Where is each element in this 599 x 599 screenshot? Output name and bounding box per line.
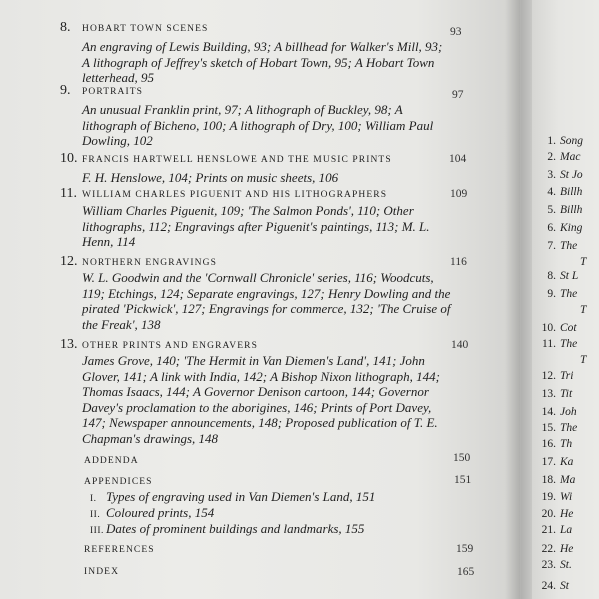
right-page-item [532, 270, 578, 282]
right-page-item-text: St L [560, 270, 579, 282]
appendix-text: Types of engraving used in Van Diemen's Land, 151 [106, 489, 376, 504]
chapter-description: W. L. Goodwin and the 'Cornwall Chronicle' series, 116; Woodcuts, 119; Etchings, 124; Separate engravings, 127; Henry Dowling and the pirated 'Pickwick', 127; Engravings for commerce, 132; 'The Cruise of the Freak', 138 [82, 270, 451, 332]
chapter-title: FRANCIS HARTWELL HENSLOWE AND THE MUSIC PRINTS [82, 155, 392, 165]
right-page-item-number: 1. [547, 135, 556, 147]
addenda-title: ADDENDA [84, 456, 139, 466]
right-page-item [532, 422, 577, 434]
right-page-item-number: 21. [541, 524, 556, 536]
right-page [532, 0, 599, 599]
appendix-item [90, 505, 214, 521]
right-page-item-number: 11. [542, 338, 556, 350]
right-page-item-number: 9. [547, 288, 556, 300]
right-page-item-number: 18. [541, 474, 556, 486]
right-page-item-text: St. [560, 559, 572, 571]
right-page-item-text: Th [560, 438, 573, 450]
right-page-item-text: He [560, 508, 574, 520]
right-page-item-number: 24. [541, 580, 556, 592]
right-page-item [532, 524, 572, 536]
right-page-item-text: He [560, 543, 574, 555]
index-page: 165 [457, 566, 475, 578]
appendix-numeral: I. [90, 494, 97, 504]
right-page-item-number: 13. [541, 388, 556, 400]
right-page-item [532, 169, 583, 181]
chapter-page: 93 [450, 26, 462, 38]
right-page-item-text: Cot [560, 322, 577, 334]
right-page-item [532, 474, 575, 486]
chapter-number: 8. [60, 20, 71, 35]
right-page-item-text: Wi [560, 491, 573, 503]
right-page-item-text: Ma [560, 474, 576, 486]
right-page-item [532, 559, 572, 571]
book-gutter [505, 0, 535, 599]
right-page-item-text: The [560, 240, 578, 252]
right-page-item-number: 3. [547, 169, 556, 181]
chapter-page: 109 [450, 188, 468, 200]
right-page-item-text: Billh [560, 204, 583, 216]
appendix-text: Coloured prints, 154 [106, 505, 215, 520]
right-page-item [532, 204, 582, 216]
right-page-item [532, 508, 573, 520]
chapter-description: An unusual Franklin print, 97; A lithograph of Buckley, 98; A lithograph of Bicheno, 100; A lithograph of Dry, 100; William Paul Dowling, 102 [82, 102, 434, 148]
right-page-item-text: The [560, 338, 578, 350]
chapter-description: An engraving of Lewis Building, 93; A billhead for Walker's Mill, 93; A lithograph of Jeffrey's sketch of Hobart Town, 95; A Hobart Town letterhead, 95 [82, 39, 443, 85]
right-page-item-text: T [580, 354, 587, 366]
right-page-item [576, 304, 586, 316]
right-page-item-number: 12. [541, 370, 556, 382]
right-page-item-text: T [580, 304, 587, 316]
right-page-item-text: Tit [560, 388, 573, 400]
right-page-item [532, 543, 573, 555]
chapter-description: James Grove, 140; 'The Hermit in Van Diemen's Land', 141; John Glover, 141; A link with India, 142; A Bishop Nixon lithograph, 144; Thomas Isaacs, 144; A Governor Denison cartoon, 144; Governor Davey's proclamation to the aborigines, 146; Prints of Port Davey, 147; Newspaper announcements, 148; Proposed publication of T. E. Chapman's drawings, 148 [82, 353, 440, 446]
right-page-item-text: St Jo [560, 169, 583, 181]
chapter-page: 97 [452, 89, 464, 101]
chapter-page: 104 [449, 153, 467, 165]
addenda-page: 150 [453, 452, 471, 464]
right-page-item-number: 4. [547, 186, 556, 198]
chapter-page: 140 [451, 339, 469, 351]
chapter-number: 10. [60, 151, 78, 166]
right-page-item-number: 22. [541, 543, 556, 555]
chapter-number: 11. [60, 186, 77, 201]
chapter-title: WILLIAM CHARLES PIGUENIT AND HIS LITHOGRAPHERS [82, 190, 388, 200]
right-page-item-text: Joh [560, 406, 577, 418]
right-page-item-text: Song [560, 135, 583, 147]
chapter-description: F. H. Henslowe, 104; Prints on music sheets, 106 [82, 170, 339, 185]
chapter-title: PORTRAITS [82, 87, 144, 97]
right-page-item-number: 20. [541, 508, 556, 520]
right-page-item [532, 288, 577, 300]
chapter-description: William Charles Piguenit, 109; 'The Salmon Ponds', 110; Other lithographs, 112; Engravings after Piguenit's paintings, 113; M. L. Henn, 114 [82, 203, 430, 249]
chapter-number: 13. [60, 337, 78, 352]
right-page-item [532, 338, 577, 350]
chapter-title: NORTHERN ENGRAVINGS [82, 258, 217, 268]
right-page-item [532, 370, 573, 382]
right-page-item-number: 15. [541, 422, 556, 434]
appendix-text: Dates of prominent buildings and landmarks, 155 [106, 521, 365, 536]
index-title: INDEX [84, 567, 120, 577]
right-page-item-number: 19. [541, 491, 556, 503]
right-page-item-text: Billh [560, 186, 583, 198]
right-page-item-number: 10. [541, 322, 556, 334]
right-page-item-text: The [560, 422, 578, 434]
right-page-item-text: La [560, 524, 573, 536]
right-page-item-number: 7. [547, 240, 556, 252]
chapter-title: OTHER PRINTS AND ENGRAVERS [82, 341, 258, 351]
right-page-item-text: Mac [560, 151, 581, 163]
right-page-item [532, 388, 572, 400]
right-page-item-text: Tri [560, 370, 574, 382]
right-page-item [532, 438, 572, 450]
chapter-page: 116 [450, 256, 467, 268]
appendices-page: 151 [454, 474, 472, 486]
right-page-item-text: King [560, 222, 583, 234]
right-page-item-number: 2. [547, 151, 556, 163]
right-page-item [532, 135, 583, 147]
right-page-item [532, 186, 582, 198]
appendix-numeral: II. [90, 510, 101, 520]
appendix-numeral: III. [90, 526, 104, 536]
right-page-item-number: 16. [541, 438, 556, 450]
references-title: REFERENCES [84, 545, 155, 555]
right-page-item [532, 491, 572, 503]
right-page-item-number: 14. [541, 406, 556, 418]
right-page-item [532, 222, 582, 234]
right-page-item [576, 256, 586, 268]
right-page-item [532, 151, 580, 163]
right-page-item-number: 6. [547, 222, 556, 234]
chapter-number: 9. [60, 83, 71, 98]
appendix-item [90, 521, 364, 537]
right-page-item-text: Ka [560, 456, 574, 468]
right-page-item-number: 8. [547, 270, 556, 282]
right-page-item-number: 5. [547, 204, 556, 216]
appendix-item [90, 489, 375, 505]
chapter-number: 12. [60, 254, 78, 269]
right-page-item [532, 580, 569, 592]
right-page-item-text: T [580, 256, 587, 268]
right-page-item [532, 240, 577, 252]
right-page-item [532, 456, 573, 468]
right-page-item-number: 17. [541, 456, 556, 468]
right-page-item [576, 354, 586, 366]
references-page: 159 [456, 543, 474, 555]
right-page-item-number: 23. [541, 559, 556, 571]
right-page-item [532, 406, 577, 418]
right-page-item-text: The [560, 288, 578, 300]
right-page-item-text: St [560, 580, 569, 592]
right-page-item [532, 322, 577, 334]
chapter-title: HOBART TOWN SCENES [82, 24, 209, 34]
appendices-title: APPENDICES [84, 477, 153, 487]
